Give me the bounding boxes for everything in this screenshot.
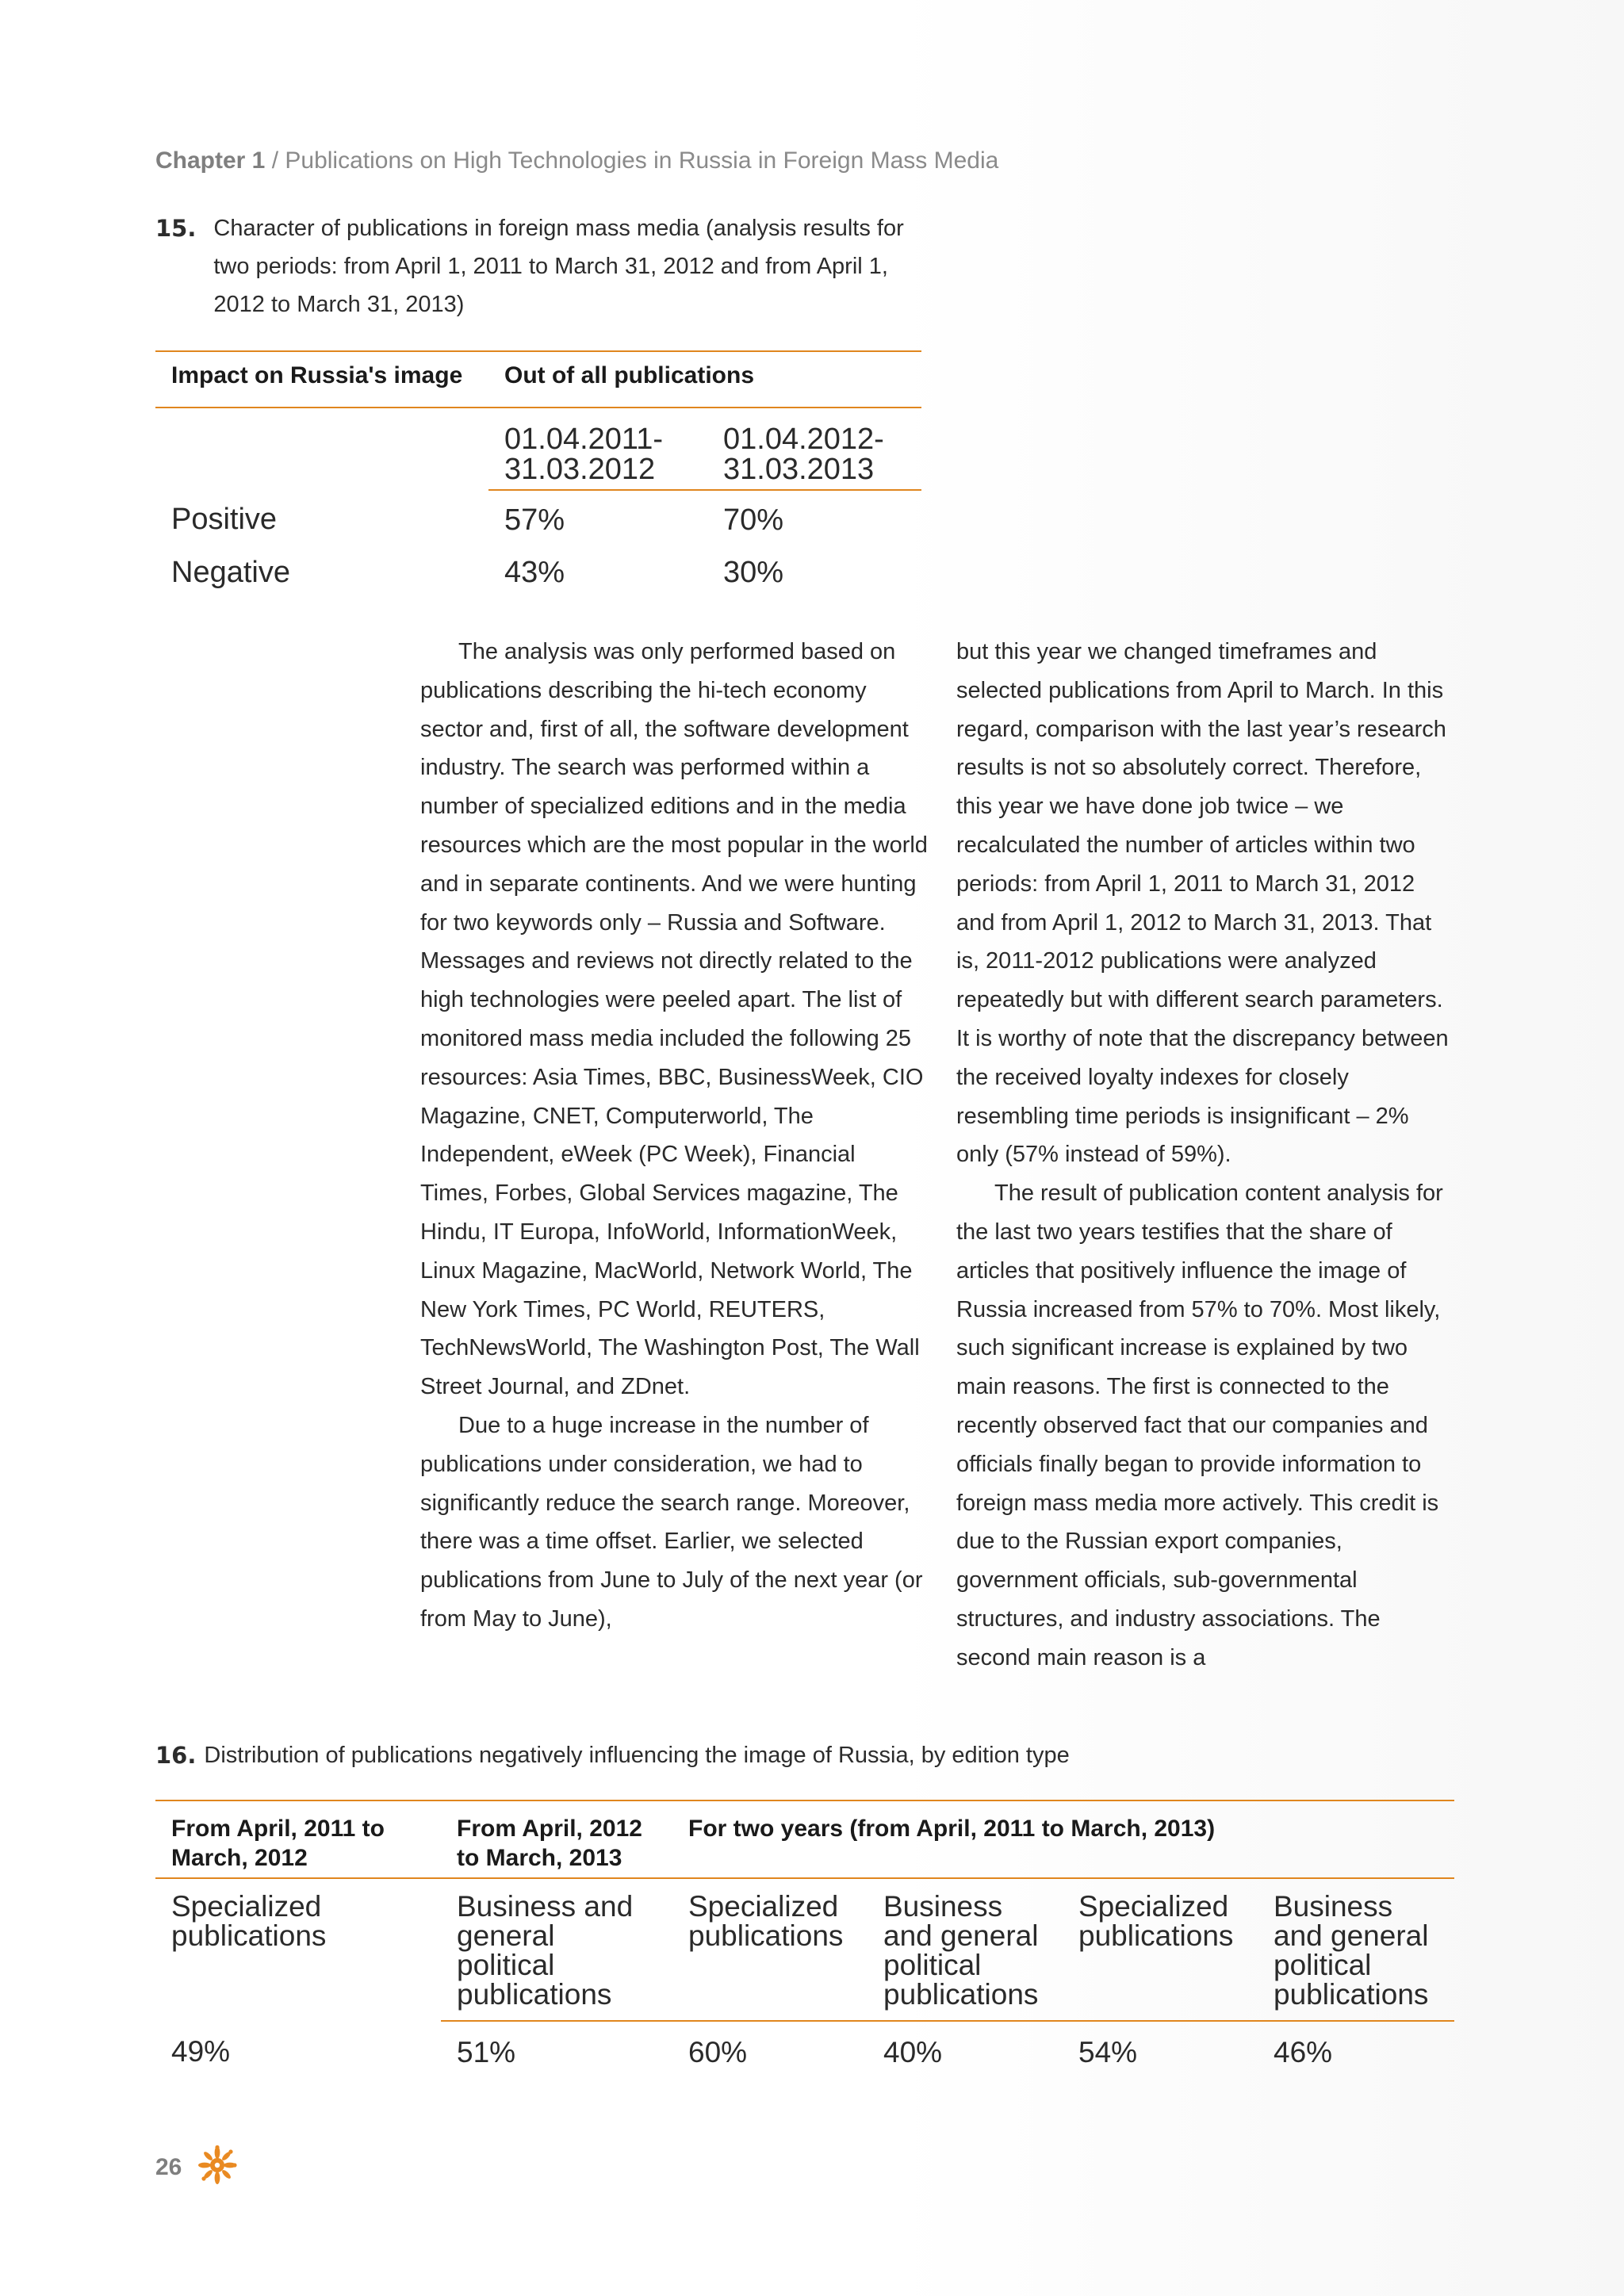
category-cell: Business and general political publications [868, 1881, 1063, 2021]
value-cell: 54% [1078, 2036, 1138, 2068]
period-header: For two years (from April, 2011 to March, 2013) [688, 1816, 1216, 1842]
impact-header: Impact on Russia's image [171, 362, 463, 388]
period-2011-2012: 01.04.2011- 31.03.2012 [488, 407, 707, 490]
row-value: 43% [504, 556, 565, 589]
table-row [155, 543, 921, 595]
value-cell: 51% [457, 2036, 516, 2068]
body-paragraph: The result of publication content analysis for the last two years testifies that the share of articles that positively influence the image of Russia increased from 57% to 70%. Most likely, such significant increase is explained by two main reasons. The first is connected to the recently observed fact that our companies and officials finally began to provide information to foreign mass media more actively. This credit is due to the Russian export companies, government officials, sub-governmental structures, and industry associations. The second main reason is a [956, 1181, 1443, 1670]
row-value: 57% [504, 503, 565, 537]
category-cell: Specialized publications [672, 1881, 868, 2021]
value-cell: 49% [171, 2035, 231, 2068]
table15-number: 15. [155, 215, 197, 242]
row-value: 30% [723, 556, 784, 589]
page-header [155, 147, 998, 174]
table15-header-row [155, 352, 921, 407]
category-cell: Specialized publications [1063, 1881, 1258, 2021]
value-cell: 40% [883, 2036, 943, 2068]
publications-header: Out of all publications [504, 362, 754, 388]
chapter-title: / Publications on High Technologies in Russia in Foreign Mass Media [271, 147, 999, 174]
page-footer [155, 2145, 237, 2189]
category-row [155, 1881, 1454, 2021]
row-value: 70% [723, 503, 784, 537]
value-cell: 60% [688, 2036, 748, 2068]
impact-table [155, 352, 921, 595]
category-cell: Specialized publications [171, 1890, 327, 1952]
value-row [155, 2021, 1454, 2078]
body-paragraph: Due to a huge increase in the number of publications under consideration, we had to significantly reduce the search range. Moreover, there was a time offset. Earlier, we selected publications from June to July of the next year (or from May to June), [420, 1412, 923, 1632]
table15-caption-text: Character of publications in foreign mass media (analysis results for two periods: from April 1, 2011 to March 31, 2012 and from April 1, 2012 to March 31, 2013) [213, 216, 904, 317]
period-row [155, 407, 921, 490]
body-column-right [956, 633, 1454, 1678]
category-cell: Business and general political publications [1258, 1881, 1454, 2021]
table-row [155, 490, 921, 543]
value-cell: 46% [1274, 2036, 1333, 2068]
orange-splash-logo-icon [197, 2145, 237, 2189]
period-header: From April, 2012 to March, 2013 [457, 1816, 642, 1871]
table16-header-row [155, 1801, 1454, 1881]
period-2012-2013: 01.04.2012- 31.03.2013 [707, 407, 921, 490]
category-cell: Business and general political publications [441, 1881, 672, 2021]
table16-caption [155, 1736, 1424, 1774]
edition-type-table [155, 1801, 1454, 2078]
period-empty-cell [155, 407, 488, 490]
table16-number: 16. [155, 1742, 197, 1769]
table16-caption-text: Distribution of publications negatively influencing the image of Russia, by edition type [204, 1743, 1070, 1768]
period-header: From April, 2011 to March, 2012 [171, 1816, 385, 1871]
row-label: Negative [171, 556, 290, 589]
body-column-left [420, 633, 928, 1639]
page-number: 26 [155, 2153, 182, 2180]
body-paragraph: but this year we changed timeframes and selected publications from April to March. In this regard, comparison with the last year’s research results is not so absolutely correct. Therefore, this year we have done job twice – we recalculated the number of articles within two periods: from April 1, 2011 to March 31, 2012 and from April 1, 2012 to March 31, 2013. That is, 2011-2012 publications were analyzed repeatedly but with different search parameters. It is worthy of note that the discrepancy between the received loyalty indexes for closely resembling time periods is insignificant – 2% only (57% instead of 59%). [956, 639, 1449, 1168]
body-paragraph: The analysis was only performed based on publications describing the hi-tech economy sector and, first of all, the software development industry. The search was performed within a number of specialized editions and in the media resources which are the most popular in the world and in separate continents. And we were hunting for two keywords only – Russia and Software. Messages and reviews not directly related to the high technologies were peeled apart. The list of monitored mass media included the following 25 resources: Asia Times, BBC, BusinessWeek, CIO Magazine, CNET, Computerworld, The Independent, eWeek (PC Week), Financial Times, Forbes, Global Services magazine, The Hindu, IT Europa, InfoWorld, InformationWeek, Linux Magazine, MacWorld, Network World, The New York Times, PC World, REUTERS, TechNewsWorld, The Washington Post, The Wall Street Journal, and ZDnet. [420, 639, 928, 1400]
row-label: Positive [171, 503, 278, 536]
chapter-label: Chapter 1 [155, 147, 266, 174]
table15-caption [155, 209, 917, 323]
